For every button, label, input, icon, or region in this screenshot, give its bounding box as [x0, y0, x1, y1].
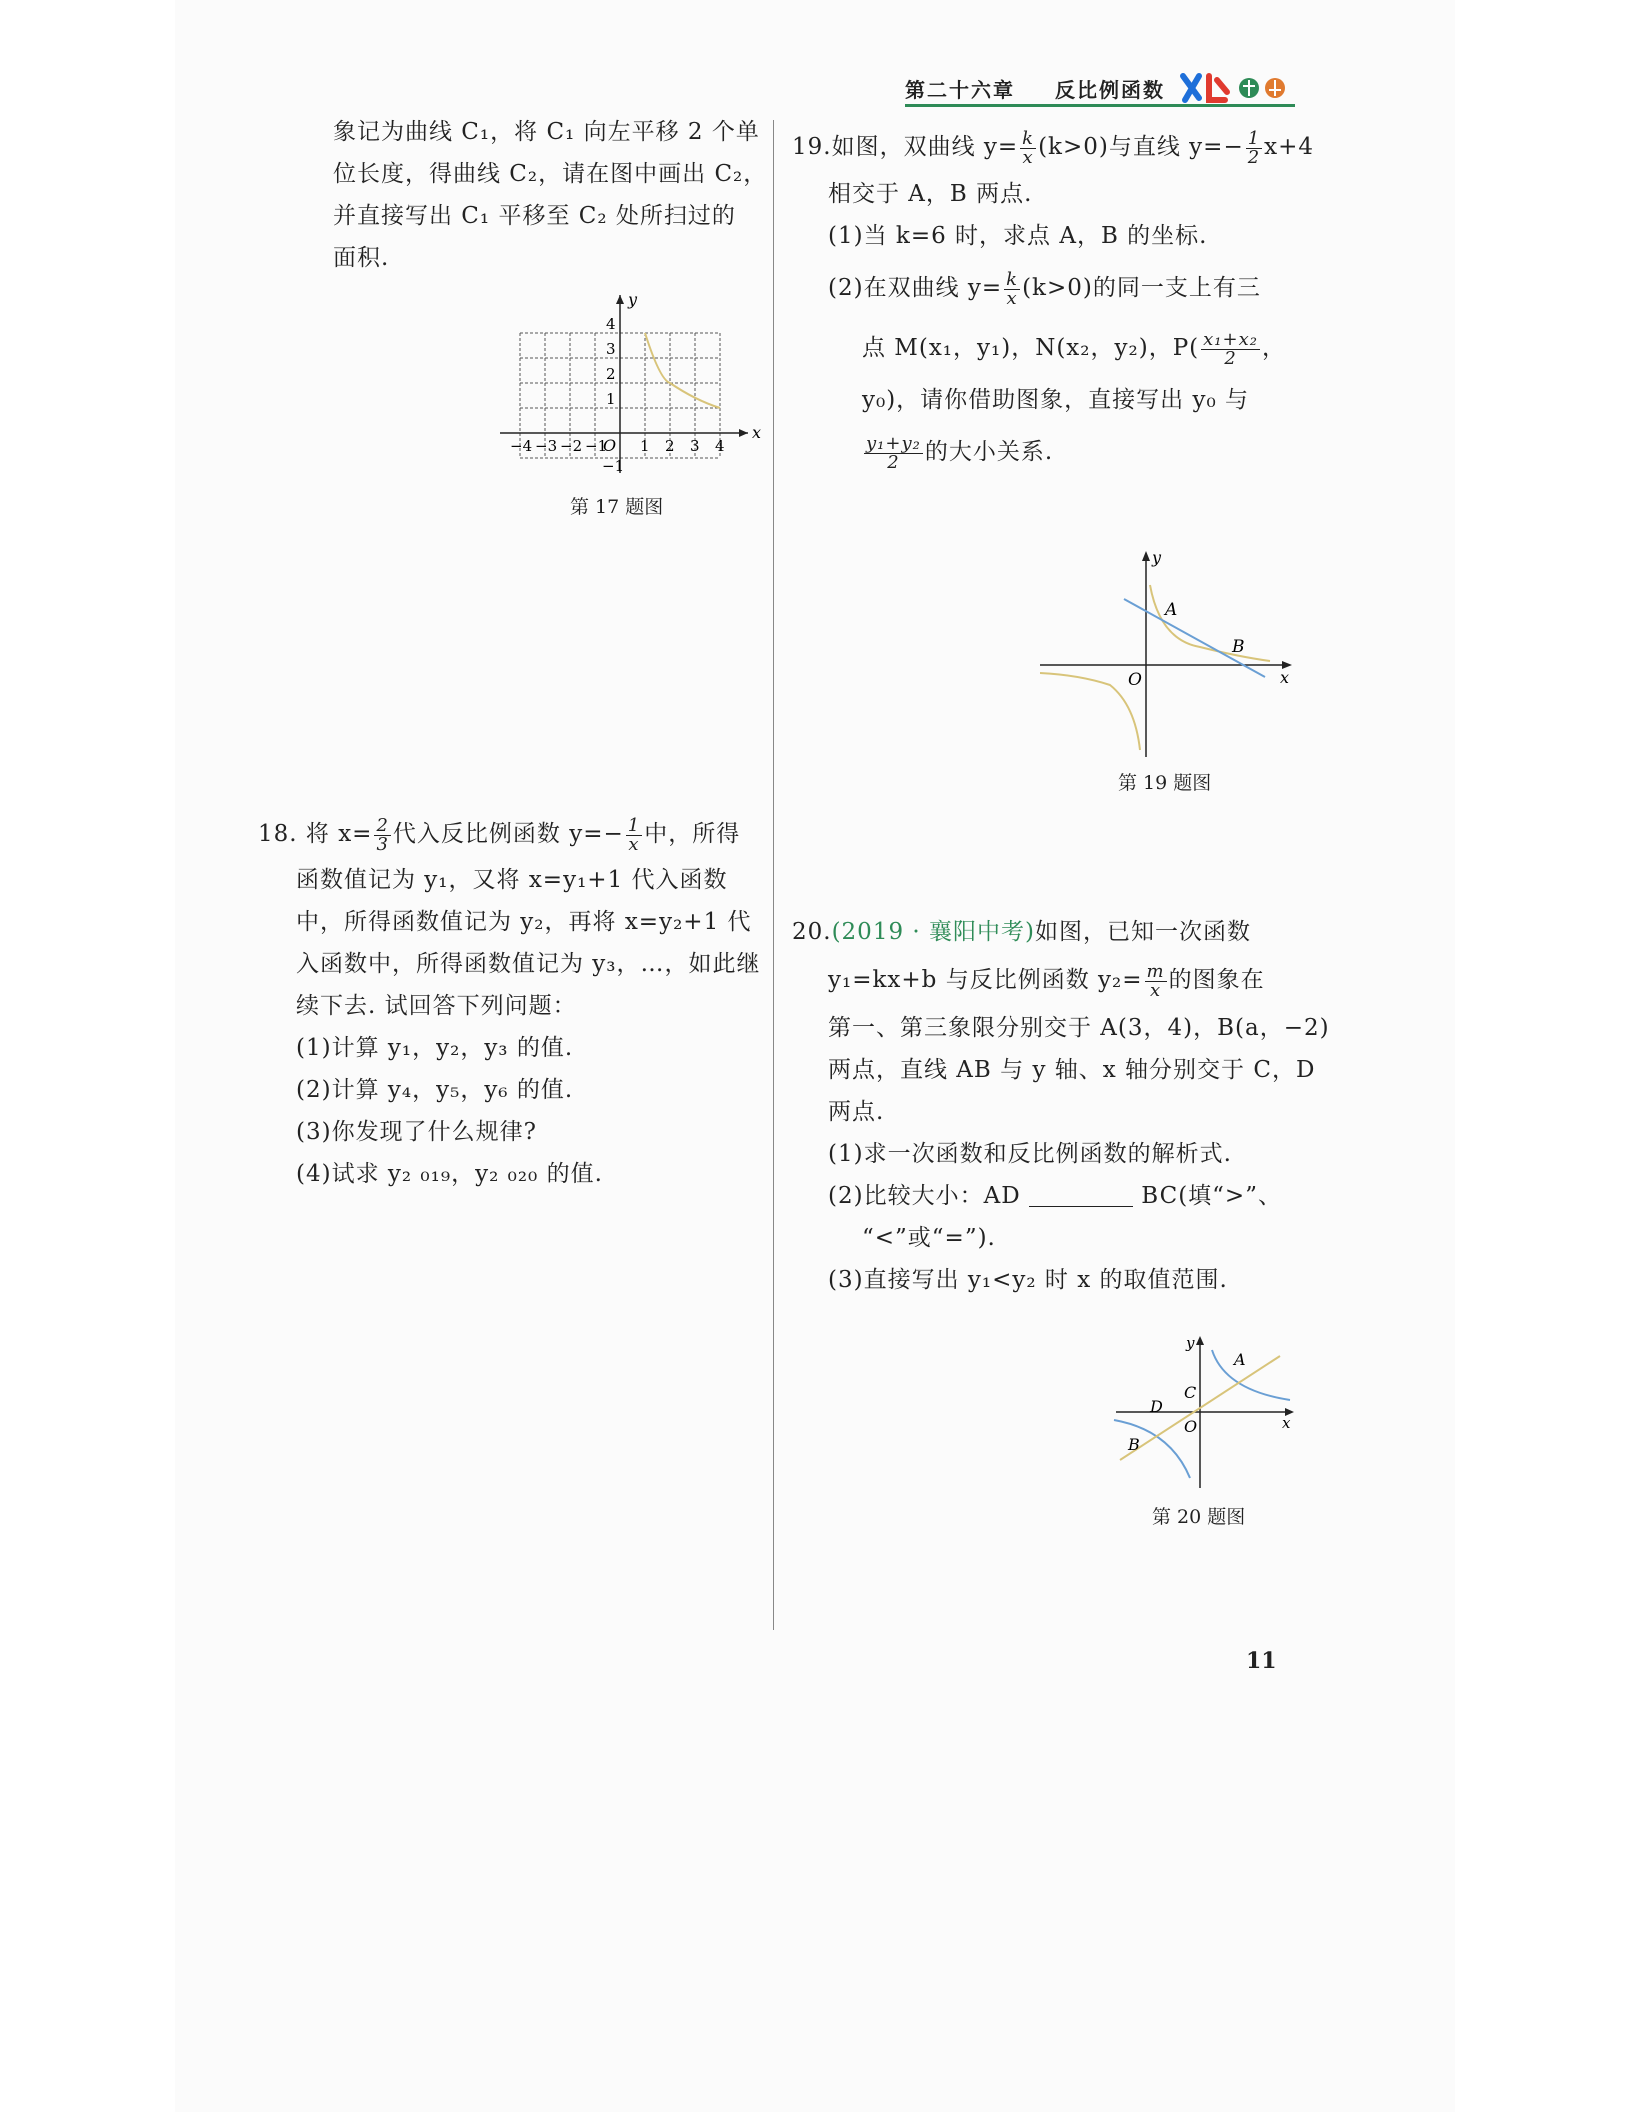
series-logo-icon — [1177, 70, 1293, 108]
q19-first-line — [792, 122, 1315, 172]
fraction — [1145, 960, 1167, 1001]
q19-figure-caption: 第 19 题图 — [1118, 772, 1212, 794]
fraction-den: x — [1022, 146, 1034, 168]
origin-label: O — [1184, 1417, 1198, 1436]
q18-line: 中，所得函数值记为 y₂，再将 x=y₂+1 代 — [296, 909, 752, 935]
q18-first-line — [258, 810, 768, 858]
tick-label: 3 — [690, 437, 700, 455]
chapter-label: 第二十六章 — [905, 78, 1015, 102]
fraction-num: 1 — [1247, 127, 1261, 149]
fraction-den: x — [1006, 287, 1018, 309]
question-19-text — [792, 122, 1315, 480]
answer-blank[interactable] — [1029, 1206, 1133, 1207]
q17-line: 象记为曲线 C₁，将 C₁ 向左平移 2 个单 — [333, 119, 760, 145]
axis-y-label: y — [1152, 548, 1162, 567]
q20-text: 如图，已知一次函数 — [1035, 919, 1251, 945]
q19-text: (k>0)的同一支上有三 — [1022, 275, 1261, 301]
fraction-den: 2 — [1247, 146, 1261, 168]
fraction-den: 3 — [376, 833, 389, 855]
chapter-title: 反比例函数 — [1055, 78, 1165, 102]
label-a: A — [1234, 1350, 1246, 1369]
tick-label: −3 — [535, 437, 558, 455]
q18-text: 代入反比例函数 y=− — [392, 821, 624, 847]
tick-label: 1 — [606, 390, 616, 408]
axis-y-label: y — [1186, 1334, 1195, 1352]
fraction-num: k — [1006, 268, 1019, 290]
q19-text: 的大小关系. — [924, 439, 1054, 465]
q17-line: 并直接写出 C₁ 平移至 C₂ 处所扫过的 — [333, 203, 736, 229]
tick-label: −1 — [585, 437, 608, 455]
axis-x-label: x — [752, 423, 762, 442]
origin-label: O — [1128, 670, 1142, 690]
q18-text: 中，所得 — [644, 821, 741, 847]
q19-part-2-line-4 — [862, 424, 1292, 480]
hyperbola-branch-2 — [1040, 673, 1140, 750]
question-17-text — [333, 116, 767, 274]
fraction-den: 2 — [887, 451, 900, 473]
q18-line: 入函数中，所得函数值记为 y₃，…，如此继 — [296, 951, 761, 977]
q17-figure-caption: 第 17 题图 — [570, 496, 664, 518]
q18-number: 18. — [258, 821, 298, 847]
q20-part-1: (1)求一次函数和反比例函数的解析式. — [828, 1141, 1232, 1167]
fraction-num: m — [1146, 960, 1165, 982]
tick-label: −2 — [560, 437, 583, 455]
fraction — [1020, 127, 1036, 168]
question-18-text — [258, 810, 768, 1190]
q20-text: (2)比较大小：AD — [828, 1183, 1021, 1209]
axes — [1116, 1340, 1290, 1488]
q20-line: 两点，直线 AB 与 y 轴、x 轴分别交于 C，D — [828, 1057, 1316, 1083]
q19-part-2-line-2 — [862, 316, 1292, 380]
y-axis-arrow-icon — [1196, 1336, 1204, 1345]
q18-line: 续下去. 试回答下列问题： — [296, 993, 577, 1019]
q20-text: BC(填“>”、 — [1141, 1183, 1282, 1209]
axis-y-label: y — [628, 290, 638, 309]
y-axis-arrow-icon — [1142, 551, 1150, 561]
hyperbola-branch-2 — [1114, 1420, 1190, 1478]
q19-text: 点 M(x₁，y₁)，N(x₂，y₂)，P( — [862, 335, 1200, 361]
q20-number: 20. — [792, 919, 832, 945]
question-20-text — [792, 916, 1330, 1296]
q20-figure-caption: 第 20 题图 — [1152, 1506, 1246, 1528]
q18-part-1: (1)计算 y₁，y₂，y₃ 的值. — [296, 1035, 574, 1061]
q20-line-2 — [828, 952, 1292, 1008]
q20-figure — [1110, 1330, 1300, 1490]
curve-c1 — [645, 333, 720, 408]
label-b: B — [1128, 1435, 1140, 1454]
fraction-num: 2 — [376, 814, 389, 836]
axis-x-label: x — [1282, 1414, 1291, 1432]
header-rule — [905, 104, 1295, 107]
q20-text: 的图象在 — [1168, 967, 1265, 993]
q19-number: 19. — [792, 134, 832, 160]
q19-part-2-line-1 — [828, 260, 1292, 316]
tick-label: −4 — [510, 437, 533, 455]
fraction — [1246, 127, 1262, 168]
fraction — [864, 432, 923, 473]
fraction-den: x — [1149, 979, 1162, 1001]
x-tick-labels — [510, 437, 725, 455]
q17-line: 位长度，得曲线 C₂，请在图中画出 C₂， — [333, 161, 768, 187]
q19-part-2-line-3: y₀)，请你借助图象，直接写出 y₀ 与 — [862, 387, 1250, 413]
tick-label: 3 — [606, 340, 616, 358]
q20-line: 两点. — [828, 1099, 885, 1125]
q20-line: 第一、第三象限分别交于 A(3，4)，B(a，−2) — [828, 1015, 1330, 1041]
page-number: 11 — [1246, 1648, 1277, 1674]
axis-x-label: x — [1280, 668, 1290, 687]
tick-label: 4 — [606, 315, 616, 333]
fraction-den: 2 — [1224, 347, 1237, 369]
q17-figure — [490, 285, 770, 480]
tick-label: 2 — [606, 365, 616, 383]
q19-text: x+4 — [1264, 134, 1315, 160]
label-a: A — [1165, 600, 1178, 620]
q20-text: y₁=kx+b 与反比例函数 y₂= — [828, 967, 1143, 993]
q19-figure — [1040, 545, 1300, 760]
tick-label: 1 — [640, 437, 650, 455]
fraction-num: k — [1022, 127, 1035, 149]
q18-part-2: (2)计算 y₄，y₅，y₆ 的值. — [296, 1077, 574, 1103]
q20-first-line — [792, 916, 1292, 948]
fraction-num: y₁+y₂ — [866, 432, 921, 454]
axes — [1040, 555, 1288, 757]
q19-text: 如图，双曲线 y= — [831, 134, 1019, 160]
q19-part-1: (1)当 k=6 时，求点 A，B 的坐标. — [828, 223, 1208, 249]
q20-part-2-line-1 — [828, 1180, 1292, 1212]
label-b: B — [1232, 637, 1245, 657]
q19-text: (k>0)与直线 y=− — [1038, 134, 1244, 160]
origin-label: O — [603, 436, 617, 455]
y-axis-arrow-icon — [616, 295, 624, 304]
q18-text: 将 x= — [305, 821, 373, 847]
fraction — [1201, 328, 1260, 369]
q19-text: ， — [1261, 335, 1286, 361]
q20-part-2-line-2: “<”或“=”). — [862, 1225, 996, 1251]
fraction-den: x — [628, 833, 640, 855]
x-axis-arrow-icon — [739, 429, 748, 437]
fraction — [626, 814, 642, 855]
label-d: D — [1150, 1397, 1163, 1416]
q20-source: (2019 · 襄阳中考) — [831, 919, 1035, 945]
q18-line: 函数值记为 y₁，又将 x=y₁+1 代入函数 — [296, 867, 728, 893]
tick-label: −1 — [602, 457, 625, 475]
fraction-num: x₁+x₂ — [1203, 328, 1258, 350]
tick-label: 4 — [715, 437, 725, 455]
label-c: C — [1184, 1383, 1197, 1402]
q20-part-3: (3)直接写出 y₁<y₂ 时 x 的取值范围. — [828, 1267, 1228, 1293]
page-header — [905, 70, 1295, 110]
fraction-num: 1 — [627, 814, 641, 836]
q18-part-3: (3)你发现了什么规律? — [296, 1119, 537, 1145]
tick-label: 2 — [665, 437, 675, 455]
q17-line: 面积. — [333, 245, 390, 271]
q19-line-2: 相交于 A，B 两点. — [828, 181, 1033, 207]
q18-part-4: (4)试求 y₂ ₀₁₉，y₂ ₀₂₀ 的值. — [296, 1161, 603, 1187]
fraction — [374, 814, 390, 855]
q19-text: (2)在双曲线 y= — [828, 275, 1003, 301]
fraction — [1004, 268, 1020, 309]
column-divider — [773, 120, 774, 1630]
